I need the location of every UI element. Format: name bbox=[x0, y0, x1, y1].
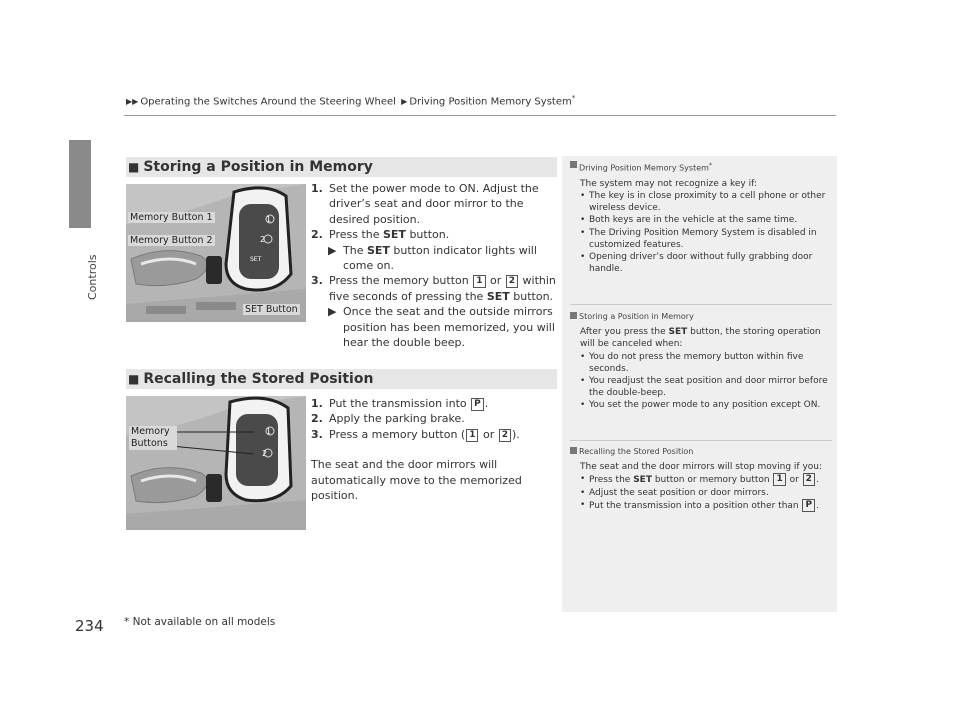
memory-key-2: 2 bbox=[506, 275, 518, 288]
door-panel-photo bbox=[126, 396, 306, 530]
step-result: ▶ Once the seat and the outside mirrors position has been memorized, you will hear the double beep. bbox=[328, 305, 555, 350]
svg-text:2: 2 bbox=[262, 449, 268, 458]
breadcrumb-item[interactable]: Operating the Switches Around the Steering Wheel bbox=[140, 96, 396, 108]
svg-text:SET: SET bbox=[250, 256, 262, 263]
memory-key-1: 1 bbox=[466, 429, 478, 442]
section-title: Recalling the Stored Position bbox=[143, 371, 374, 387]
footnote: * Not available on all models bbox=[124, 616, 276, 628]
note-marker-icon bbox=[570, 312, 577, 319]
note-divider bbox=[570, 304, 832, 305]
callout-memory-button-1: Memory Button 1 bbox=[130, 212, 213, 223]
section-title: Storing a Position in Memory bbox=[143, 159, 373, 175]
memory-key-1: 1 bbox=[473, 275, 485, 288]
result-arrow-icon: ▶ bbox=[328, 305, 337, 319]
breadcrumb-arrow-icon: ▶ bbox=[401, 97, 408, 107]
running-header bbox=[124, 94, 836, 107]
callout-set-button: SET Button bbox=[245, 304, 298, 315]
result-arrow-icon: ▶ bbox=[328, 243, 337, 257]
svg-text:1: 1 bbox=[266, 215, 272, 224]
step-item: 1. Set the power mode to ON. Adjust the driver’s seat and door mirror to the desired position. bbox=[311, 182, 539, 226]
callout-memory-button-2: Memory Button 2 bbox=[130, 235, 213, 246]
chapter-label: Controls bbox=[86, 254, 99, 300]
park-key: P bbox=[471, 398, 484, 411]
side-note: Recalling the Stored Position The seat and the door mirrors will stop moving if you: • Press the SET button or memory button 1 or 2 . • Adjust the seat position or door mirrors. • Put the transmission into a position other than P . bbox=[570, 446, 832, 512]
svg-text:2: 2 bbox=[260, 235, 266, 244]
memory-key-2: 2 bbox=[499, 429, 511, 442]
svg-text:1: 1 bbox=[266, 427, 272, 436]
callout-memory-buttons: Memory Buttons bbox=[129, 426, 177, 450]
note-divider bbox=[570, 440, 832, 441]
side-note: Storing a Position in Memory After you press the SET button, the storing operation will be canceled when: • You do not press the memory button within five seconds. • You readjust the seat position and door mirror before the double-beep. • You set the power mode to any position except ON. bbox=[570, 311, 832, 412]
storing-steps bbox=[311, 181, 558, 350]
side-note: Driving Position Memory System* The system may not recognize a key if: • The key is in close proximity to a cell phone or other wireless device. • Both keys are in the vehicle at the same time. • The Driving Position Memory System is disabled in customized features. • Opening driver’s door without fully grabbing door handle. bbox=[570, 160, 832, 275]
note-marker-icon bbox=[570, 447, 577, 454]
recall-paragraph: The seat and the door mirrors will automatically move to the memorized position. bbox=[311, 458, 522, 503]
breadcrumb-arrow-icon: ▶▶ bbox=[126, 97, 139, 107]
note-marker-icon bbox=[570, 161, 577, 168]
section-heading bbox=[126, 157, 557, 177]
section-heading bbox=[126, 369, 557, 389]
square-bullet-icon: ■ bbox=[128, 160, 140, 174]
step-item: 2. Press the SET button. bbox=[311, 228, 450, 242]
chapter-tab bbox=[69, 140, 91, 228]
square-bullet-icon: ■ bbox=[128, 372, 140, 386]
step-result: ▶ The SET button indicator lights will come on. bbox=[328, 243, 537, 273]
recalling-steps bbox=[311, 396, 558, 503]
page-number: 234 bbox=[75, 617, 104, 635]
door-panel-photo bbox=[126, 184, 306, 322]
step-item: 1. Put the transmission into P . bbox=[311, 397, 489, 410]
step-item: 3. Press the memory button 1 or 2 within five seconds of pressing the SET button. bbox=[311, 274, 556, 303]
step-item: 2. Apply the parking brake. bbox=[311, 412, 465, 426]
footnote-mark: * bbox=[571, 94, 576, 102]
step-item: 3. Press a memory button ( 1 or 2 ). bbox=[311, 427, 520, 441]
header-rule bbox=[124, 115, 836, 116]
breadcrumb-item[interactable]: Driving Position Memory System bbox=[409, 96, 572, 108]
